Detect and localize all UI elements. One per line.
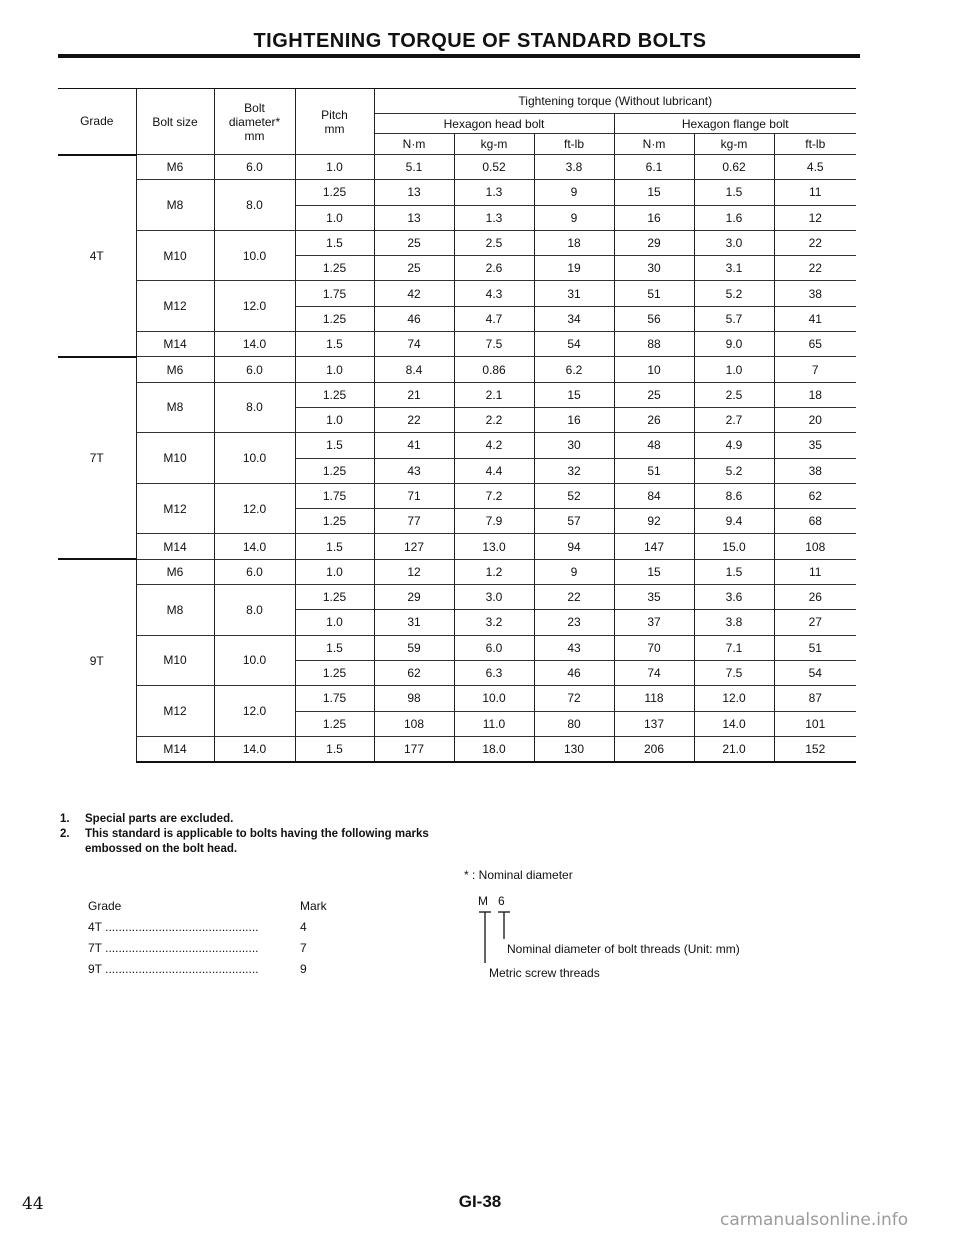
value-cell: 15 xyxy=(534,382,614,407)
bolt-diameter-cell: 10.0 xyxy=(214,635,295,686)
value-cell: 6.1 xyxy=(614,155,694,180)
bolt-diameter-cell: 8.0 xyxy=(214,585,295,636)
value-cell: 31 xyxy=(534,281,614,306)
bolt-diameter-cell: 14.0 xyxy=(214,736,295,762)
bolt-diameter-cell: 14.0 xyxy=(214,534,295,559)
value-cell: 4.2 xyxy=(454,433,534,458)
value-cell: 65 xyxy=(774,332,856,357)
value-cell: 42 xyxy=(374,281,454,306)
value-cell: 7 xyxy=(774,357,856,382)
title-rule xyxy=(58,54,860,58)
value-cell: 54 xyxy=(774,660,856,685)
header-pitch: Pitch mm xyxy=(295,89,374,155)
header-bolt-size: Bolt size xyxy=(136,89,214,155)
marks-grade: 7T .............................................. xyxy=(88,941,259,955)
value-cell: 9 xyxy=(534,205,614,230)
unit-header: N·m xyxy=(374,134,454,155)
value-cell: 32 xyxy=(534,458,614,483)
value-cell: 3.6 xyxy=(694,585,774,610)
value-cell: 27 xyxy=(774,610,856,635)
value-cell: 1.25 xyxy=(295,306,374,331)
value-cell: 22 xyxy=(374,407,454,432)
bolt-size-cell: M14 xyxy=(136,736,214,762)
marks-grade: 9T .............................................. xyxy=(88,962,259,976)
value-cell: 1.5 xyxy=(694,180,774,205)
value-cell: 31 xyxy=(374,610,454,635)
value-cell: 19 xyxy=(534,256,614,281)
value-cell: 41 xyxy=(374,433,454,458)
value-cell: 62 xyxy=(374,660,454,685)
value-cell: 94 xyxy=(534,534,614,559)
value-cell: 54 xyxy=(534,332,614,357)
value-cell: 1.0 xyxy=(295,155,374,180)
grade-cell: 7T xyxy=(58,357,136,559)
value-cell: 4.4 xyxy=(454,458,534,483)
value-cell: 11 xyxy=(774,559,856,584)
value-cell: 1.0 xyxy=(694,357,774,382)
value-cell: 14.0 xyxy=(694,711,774,736)
table-row xyxy=(58,635,856,660)
table-row xyxy=(58,534,856,559)
value-cell: 46 xyxy=(534,660,614,685)
value-cell: 74 xyxy=(614,660,694,685)
value-cell: 43 xyxy=(534,635,614,660)
bolt-size-cell: M8 xyxy=(136,585,214,636)
value-cell: 152 xyxy=(774,736,856,762)
value-cell: 7.1 xyxy=(694,635,774,660)
value-cell: 5.2 xyxy=(694,458,774,483)
value-cell: 1.25 xyxy=(295,585,374,610)
value-cell: 1.5 xyxy=(694,559,774,584)
value-cell: 2.7 xyxy=(694,407,774,432)
value-cell: 10 xyxy=(614,357,694,382)
bolt-diameter-cell: 14.0 xyxy=(214,332,295,357)
table-row xyxy=(58,433,856,458)
bolt-size-cell: M6 xyxy=(136,357,214,382)
value-cell: 9 xyxy=(534,180,614,205)
grade-cell: 9T xyxy=(58,559,136,762)
bolt-size-cell: M10 xyxy=(136,433,214,484)
value-cell: 72 xyxy=(534,686,614,711)
value-cell: 3.8 xyxy=(534,155,614,180)
value-cell: 21.0 xyxy=(694,736,774,762)
table-row xyxy=(58,559,856,584)
bolt-diameter-cell: 6.0 xyxy=(214,155,295,180)
value-cell: 59 xyxy=(374,635,454,660)
value-cell: 84 xyxy=(614,483,694,508)
metric-threads: Metric screw threads xyxy=(489,966,600,980)
value-cell: 1.25 xyxy=(295,660,374,685)
value-cell: 52 xyxy=(534,483,614,508)
bolt-diameter-cell: 8.0 xyxy=(214,180,295,231)
bolt-diameter-cell: 10.0 xyxy=(214,230,295,281)
page-code: GI-38 xyxy=(458,1192,502,1211)
bolt-diameter-cell: 8.0 xyxy=(214,382,295,433)
table-row xyxy=(58,382,856,407)
value-cell: 1.5 xyxy=(295,332,374,357)
value-cell: 3.0 xyxy=(454,585,534,610)
value-cell: 35 xyxy=(774,433,856,458)
bolt-diameter-cell: 12.0 xyxy=(214,686,295,737)
bolt-diameter-cell: 10.0 xyxy=(214,433,295,484)
value-cell: 4.9 xyxy=(694,433,774,458)
value-cell: 25 xyxy=(374,256,454,281)
value-cell: 5.1 xyxy=(374,155,454,180)
value-cell: 4.5 xyxy=(774,155,856,180)
value-cell: 15.0 xyxy=(694,534,774,559)
value-cell: 1.25 xyxy=(295,180,374,205)
value-cell: 41 xyxy=(774,306,856,331)
value-cell: 0.62 xyxy=(694,155,774,180)
value-cell: 147 xyxy=(614,534,694,559)
table-row xyxy=(58,230,856,255)
note-number: 1. xyxy=(60,813,70,825)
bolt-size-cell: M10 xyxy=(136,635,214,686)
value-cell: 2.2 xyxy=(454,407,534,432)
value-cell: 1.25 xyxy=(295,509,374,534)
value-cell: 51 xyxy=(614,458,694,483)
table-row xyxy=(58,155,856,180)
value-cell: 11.0 xyxy=(454,711,534,736)
thread-m: M xyxy=(478,894,488,908)
value-cell: 22 xyxy=(774,230,856,255)
thread-six: 6 xyxy=(498,894,505,908)
value-cell: 20 xyxy=(774,407,856,432)
bolt-size-cell: M10 xyxy=(136,230,214,281)
value-cell: 206 xyxy=(614,736,694,762)
value-cell: 18.0 xyxy=(454,736,534,762)
table-row xyxy=(58,483,856,508)
value-cell: 1.2 xyxy=(454,559,534,584)
value-cell: 4.7 xyxy=(454,306,534,331)
value-cell: 108 xyxy=(774,534,856,559)
value-cell: 6.3 xyxy=(454,660,534,685)
value-cell: 13 xyxy=(374,205,454,230)
bolt-diameter-cell: 12.0 xyxy=(214,281,295,332)
unit-header: kg-m xyxy=(454,134,534,155)
value-cell: 57 xyxy=(534,509,614,534)
value-cell: 22 xyxy=(774,256,856,281)
value-cell: 1.75 xyxy=(295,483,374,508)
value-cell: 1.75 xyxy=(295,281,374,306)
watermark: carmanualsonline.info xyxy=(720,1210,909,1230)
header-hex-head: Hexagon head bolt xyxy=(374,114,614,134)
value-cell: 5.7 xyxy=(694,306,774,331)
value-cell: 46 xyxy=(374,306,454,331)
value-cell: 13 xyxy=(374,180,454,205)
bolt-size-cell: M14 xyxy=(136,534,214,559)
value-cell: 15 xyxy=(614,559,694,584)
value-cell: 74 xyxy=(374,332,454,357)
header-hex-flange: Hexagon flange bolt xyxy=(614,114,856,134)
table-row xyxy=(58,686,856,711)
value-cell: 2.5 xyxy=(694,382,774,407)
value-cell: 21 xyxy=(374,382,454,407)
marks-mark: 7 xyxy=(300,941,307,955)
value-cell: 80 xyxy=(534,711,614,736)
value-cell: 9.4 xyxy=(694,509,774,534)
value-cell: 48 xyxy=(614,433,694,458)
value-cell: 1.5 xyxy=(295,635,374,660)
value-cell: 2.5 xyxy=(454,230,534,255)
marks-mark: 9 xyxy=(300,962,307,976)
unit-header: ft-lb xyxy=(774,134,856,155)
table-row xyxy=(58,585,856,610)
value-cell: 26 xyxy=(774,585,856,610)
value-cell: 38 xyxy=(774,281,856,306)
value-cell: 11 xyxy=(774,180,856,205)
value-cell: 18 xyxy=(774,382,856,407)
table-row xyxy=(58,332,856,357)
bolt-size-cell: M6 xyxy=(136,559,214,584)
value-cell: 9.0 xyxy=(694,332,774,357)
value-cell: 101 xyxy=(774,711,856,736)
value-cell: 51 xyxy=(774,635,856,660)
value-cell: 7.5 xyxy=(454,332,534,357)
value-cell: 1.75 xyxy=(295,686,374,711)
value-cell: 8.4 xyxy=(374,357,454,382)
nominal-footnote: * : Nominal diameter xyxy=(464,868,573,882)
value-cell: 1.0 xyxy=(295,407,374,432)
value-cell: 22 xyxy=(534,585,614,610)
value-cell: 13.0 xyxy=(454,534,534,559)
thread-bracket-icon xyxy=(478,911,518,965)
value-cell: 137 xyxy=(614,711,694,736)
value-cell: 177 xyxy=(374,736,454,762)
value-cell: 8.6 xyxy=(694,483,774,508)
value-cell: 6.0 xyxy=(454,635,534,660)
value-cell: 118 xyxy=(614,686,694,711)
marks-mark: 4 xyxy=(300,920,307,934)
value-cell: 1.0 xyxy=(295,610,374,635)
value-cell: 18 xyxy=(534,230,614,255)
value-cell: 25 xyxy=(614,382,694,407)
value-cell: 15 xyxy=(614,180,694,205)
value-cell: 88 xyxy=(614,332,694,357)
value-cell: 29 xyxy=(614,230,694,255)
value-cell: 1.6 xyxy=(694,205,774,230)
value-cell: 1.5 xyxy=(295,736,374,762)
value-cell: 0.52 xyxy=(454,155,534,180)
grade-cell: 4T xyxy=(58,155,136,357)
value-cell: 1.5 xyxy=(295,230,374,255)
value-cell: 1.0 xyxy=(295,205,374,230)
value-cell: 37 xyxy=(614,610,694,635)
bolt-size-cell: M6 xyxy=(136,155,214,180)
value-cell: 16 xyxy=(614,205,694,230)
value-cell: 3.0 xyxy=(694,230,774,255)
value-cell: 1.5 xyxy=(295,433,374,458)
value-cell: 12.0 xyxy=(694,686,774,711)
value-cell: 68 xyxy=(774,509,856,534)
note-text: Special parts are excluded. xyxy=(85,813,234,825)
header-torque: Tightening torque (Without lubricant) xyxy=(374,89,856,114)
header-grade: Grade xyxy=(58,89,136,155)
value-cell: 92 xyxy=(614,509,694,534)
value-cell: 56 xyxy=(614,306,694,331)
value-cell: 34 xyxy=(534,306,614,331)
value-cell: 6.2 xyxy=(534,357,614,382)
value-cell: 30 xyxy=(534,433,614,458)
table-row xyxy=(58,281,856,306)
bolt-size-cell: M8 xyxy=(136,382,214,433)
value-cell: 29 xyxy=(374,585,454,610)
bolt-size-cell: M8 xyxy=(136,180,214,231)
notes xyxy=(60,812,475,857)
value-cell: 130 xyxy=(534,736,614,762)
torque-table xyxy=(58,88,856,763)
value-cell: 3.8 xyxy=(694,610,774,635)
value-cell: 1.25 xyxy=(295,382,374,407)
value-cell: 71 xyxy=(374,483,454,508)
value-cell: 1.0 xyxy=(295,357,374,382)
value-cell: 2.1 xyxy=(454,382,534,407)
value-cell: 38 xyxy=(774,458,856,483)
value-cell: 4.3 xyxy=(454,281,534,306)
value-cell: 51 xyxy=(614,281,694,306)
value-cell: 1.5 xyxy=(295,534,374,559)
note-number: 2. xyxy=(60,828,70,840)
value-cell: 12 xyxy=(374,559,454,584)
unit-header: kg-m xyxy=(694,134,774,155)
marks-grade: 4T .............................................. xyxy=(88,920,259,934)
bolt-size-cell: M12 xyxy=(136,281,214,332)
value-cell: 30 xyxy=(614,256,694,281)
bolt-diameter-cell: 12.0 xyxy=(214,483,295,534)
unit-header: ft-lb xyxy=(534,134,614,155)
value-cell: 10.0 xyxy=(454,686,534,711)
page-title: TIGHTENING TORQUE OF STANDARD BOLTS xyxy=(253,30,707,52)
value-cell: 1.0 xyxy=(295,559,374,584)
grade-marks xyxy=(88,896,327,980)
bolt-size-cell: M12 xyxy=(136,686,214,737)
value-cell: 2.6 xyxy=(454,256,534,281)
bolt-diameter-cell: 6.0 xyxy=(214,559,295,584)
table-row xyxy=(58,357,856,382)
value-cell: 70 xyxy=(614,635,694,660)
header-bolt-diameter: Bolt diameter* mm xyxy=(214,89,295,155)
table-row xyxy=(58,736,856,762)
value-cell: 0.86 xyxy=(454,357,534,382)
value-cell: 7.5 xyxy=(694,660,774,685)
value-cell: 23 xyxy=(534,610,614,635)
value-cell: 77 xyxy=(374,509,454,534)
value-cell: 7.2 xyxy=(454,483,534,508)
table-row xyxy=(58,180,856,205)
value-cell: 25 xyxy=(374,230,454,255)
value-cell: 35 xyxy=(614,585,694,610)
nominal-description: Nominal diameter of bolt threads (Unit: mm) xyxy=(507,942,740,956)
bolt-diameter-cell: 6.0 xyxy=(214,357,295,382)
page-number: 44 xyxy=(22,1194,44,1214)
value-cell: 3.1 xyxy=(694,256,774,281)
value-cell: 1.25 xyxy=(295,711,374,736)
value-cell: 1.3 xyxy=(454,180,534,205)
value-cell: 1.25 xyxy=(295,256,374,281)
value-cell: 43 xyxy=(374,458,454,483)
value-cell: 108 xyxy=(374,711,454,736)
note-text: This standard is applicable to bolts having the following marks embossed on the bolt head. xyxy=(85,828,429,855)
value-cell: 1.25 xyxy=(295,458,374,483)
bolt-size-cell: M14 xyxy=(136,332,214,357)
value-cell: 3.2 xyxy=(454,610,534,635)
value-cell: 5.2 xyxy=(694,281,774,306)
value-cell: 26 xyxy=(614,407,694,432)
value-cell: 12 xyxy=(774,205,856,230)
unit-header: N·m xyxy=(614,134,694,155)
value-cell: 98 xyxy=(374,686,454,711)
value-cell: 16 xyxy=(534,407,614,432)
value-cell: 7.9 xyxy=(454,509,534,534)
bolt-size-cell: M12 xyxy=(136,483,214,534)
value-cell: 9 xyxy=(534,559,614,584)
marks-mark-header: Mark xyxy=(300,899,327,913)
value-cell: 1.3 xyxy=(454,205,534,230)
value-cell: 127 xyxy=(374,534,454,559)
value-cell: 87 xyxy=(774,686,856,711)
value-cell: 62 xyxy=(774,483,856,508)
marks-grade-header: Grade xyxy=(88,899,122,913)
